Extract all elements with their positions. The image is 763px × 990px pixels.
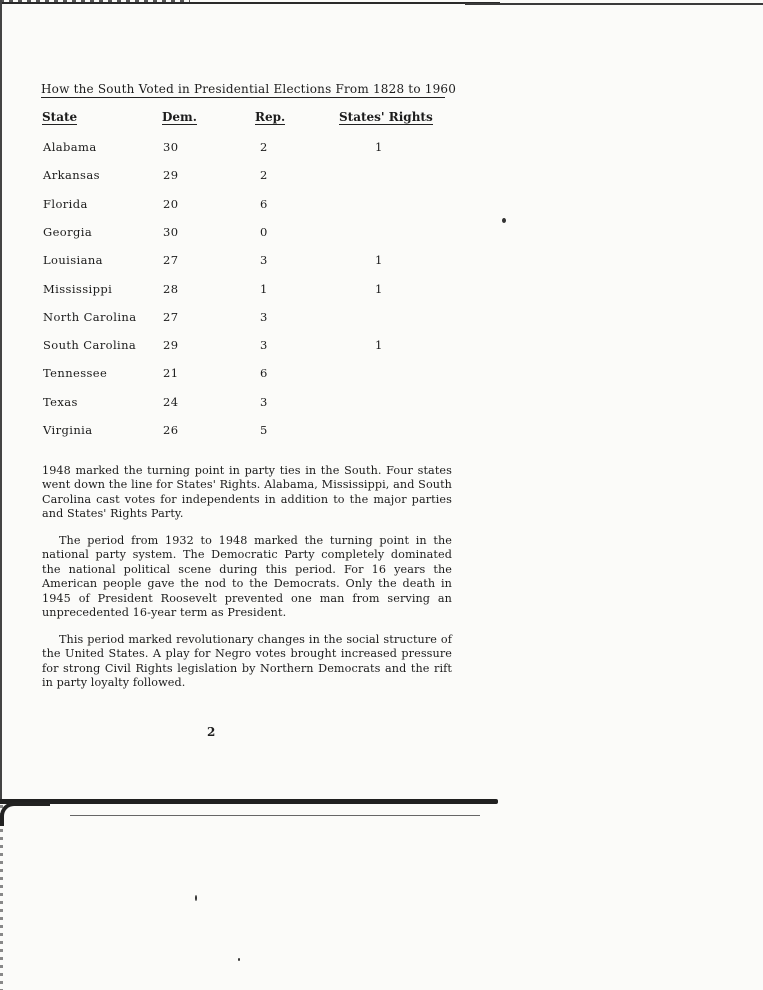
cell-state: Virginia	[43, 423, 93, 437]
scan-edge-curve	[0, 802, 50, 826]
cell-dem: 30	[163, 224, 179, 239]
cell-state: Mississippi	[43, 281, 113, 296]
cell-dem: 29	[163, 168, 179, 183]
cell-rep: 6	[260, 196, 268, 211]
cell-rep: 3	[260, 338, 268, 353]
cell-dem: 29	[163, 338, 179, 353]
cell-states-rights: 1	[375, 338, 383, 353]
header-rep: Rep.	[255, 110, 286, 124]
cell-rep: 3	[260, 394, 268, 409]
cell-state: Arkansas	[43, 168, 100, 183]
scan-edge-top-right	[465, 3, 763, 5]
scan-edge-top	[0, 2, 500, 4]
cell-rep: 3	[260, 309, 268, 324]
scan-edge-bottom-thin	[70, 815, 480, 816]
cell-state: Tennessee	[43, 366, 108, 381]
cell-rep: 6	[260, 366, 268, 381]
cell-state: North Carolina	[43, 309, 137, 324]
table-title: How the South Voted in Presidential Elections From 1828 to 1960	[41, 82, 457, 96]
cell-rep: 0	[260, 224, 268, 239]
cell-state: Texas	[43, 394, 78, 409]
cell-dem: 30	[163, 140, 179, 154]
cell-dem: 26	[163, 423, 179, 437]
cell-states-rights: 1	[375, 140, 383, 154]
cell-rep: 2	[260, 168, 268, 183]
cell-rep: 2	[260, 140, 268, 154]
scan-edge-bottom	[0, 799, 498, 804]
paragraph-1932-1948	[42, 534, 452, 620]
header-state: State	[42, 110, 78, 124]
page-number: 2	[207, 725, 216, 739]
paragraph-text: This period marked revolutionary changes in the social structure of the United States. A play for Negro votes brought increased pressure for strong Civil Rights legislation by Northern Democrats and the rift in party loyalty followed.	[42, 633, 452, 690]
cell-states-rights: 1	[375, 281, 383, 296]
scan-edge-left	[0, 0, 2, 800]
scan-edge-left-lower	[0, 805, 3, 990]
paragraph-social-change	[42, 633, 452, 691]
cell-state: Georgia	[43, 224, 93, 239]
paragraph-text: 1948 marked the turning point in party ties in the South. Four states went down the line for States' Rights. Alabama, Mississippi, and South Carolina cast votes for independents in addition to the major parties and States' Rights Party.	[42, 464, 452, 521]
cell-state: Florida	[43, 196, 88, 211]
cell-dem: 20	[163, 196, 179, 211]
cell-dem: 28	[163, 281, 179, 296]
paragraph-text: The period from 1932 to 1948 marked the turning point in the national party system. The Democratic Party completely dominated the national political scene during this period. For 16 years the American people gave the nod to the Democrats. Only the death in 1945 of President Roosevelt prevented one man from serving an unprecedented 16-year term as President.	[42, 534, 452, 620]
scan-speck	[238, 958, 240, 961]
header-dem: Dem.	[162, 110, 197, 124]
cell-state: South Carolina	[43, 338, 137, 353]
cell-dem: 21	[163, 366, 179, 381]
cell-rep: 5	[260, 423, 268, 437]
header-states-rights: States' Rights	[339, 110, 433, 124]
cell-rep: 3	[260, 253, 268, 268]
cell-rep: 1	[260, 281, 268, 296]
cell-dem: 27	[163, 309, 179, 324]
scan-speck	[195, 895, 197, 901]
cell-state: Louisiana	[43, 253, 103, 268]
paragraph-1948	[42, 464, 452, 522]
scan-speck	[502, 218, 506, 223]
cell-dem: 24	[163, 394, 179, 409]
cell-dem: 27	[163, 253, 179, 268]
cell-states-rights: 1	[375, 253, 383, 268]
cell-state: Alabama	[43, 140, 97, 154]
